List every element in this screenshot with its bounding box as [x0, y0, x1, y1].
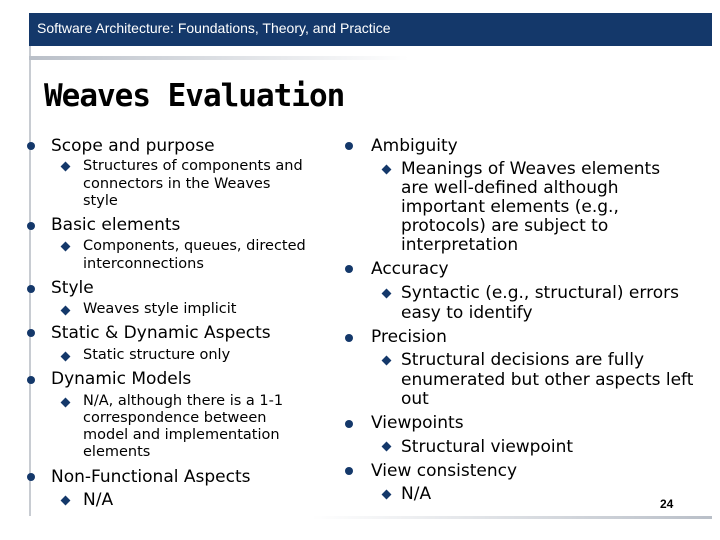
- bullet-diamond-icon: [382, 165, 392, 175]
- dynamic-sub-line: correspondence between: [83, 410, 267, 426]
- ambiguity-sub-line: protocols) are subject to: [401, 216, 609, 236]
- bullet-dot-icon: [27, 473, 35, 481]
- basic-sub-line: Components, queues, directed: [83, 238, 306, 254]
- accuracy-sub-line: Syntactic (e.g., structural) errors: [401, 283, 679, 303]
- style-heading: Style: [51, 278, 94, 298]
- dynamic-heading: Dynamic Models: [51, 369, 192, 389]
- consistency-sub-line: N/A: [401, 484, 432, 504]
- bullet-dot-icon: [345, 467, 353, 475]
- static-heading: Static & Dynamic Aspects: [51, 323, 271, 343]
- frame-left-rule: [29, 46, 31, 516]
- scope-heading: Scope and purpose: [51, 136, 215, 156]
- bullet-diamond-icon: [382, 356, 392, 366]
- ambiguity-sub-line: interpretation: [401, 235, 519, 255]
- nonfunc-heading: Non-Functional Aspects: [51, 467, 251, 487]
- scope-sub-line: style: [83, 193, 118, 209]
- frame-bottom-rule: [312, 516, 712, 519]
- bullet-diamond-icon: [61, 352, 71, 362]
- dynamic-sub-line: N/A, although there is a 1-1: [83, 393, 284, 409]
- bullet-dot-icon: [27, 376, 35, 384]
- bullet-diamond-icon: [382, 442, 392, 452]
- style-sub-line: Weaves style implicit: [83, 301, 237, 317]
- accuracy-heading: Accuracy: [371, 259, 449, 279]
- bullet-dot-icon: [345, 334, 353, 342]
- dynamic-sub-line: elements: [83, 444, 151, 460]
- viewpoints-heading: Viewpoints: [371, 413, 464, 433]
- viewpoints-sub-line: Structural viewpoint: [401, 437, 574, 457]
- bullet-dot-icon: [345, 265, 353, 273]
- basic-heading: Basic elements: [51, 215, 181, 235]
- bullet-dot-icon: [345, 420, 353, 428]
- bullet-dot-icon: [27, 142, 35, 150]
- precision-sub-line: enumerated but other aspects left: [401, 370, 694, 390]
- precision-sub-line: Structural decisions are fully: [401, 350, 645, 370]
- bullet-diamond-icon: [382, 490, 392, 500]
- bullet-diamond-icon: [61, 162, 71, 172]
- ambiguity-sub-line: important elements (e.g.,: [401, 197, 619, 217]
- precision-sub-line: out: [401, 389, 429, 409]
- consistency-heading: View consistency: [371, 461, 518, 481]
- dynamic-sub-line: model and implementation: [83, 427, 280, 443]
- bullet-dot-icon: [27, 222, 35, 230]
- bullet-dot-icon: [27, 285, 35, 293]
- bullet-diamond-icon: [61, 398, 71, 408]
- ambiguity-sub-line: Meanings of Weaves elements: [401, 159, 661, 179]
- bullet-diamond-icon: [61, 242, 71, 252]
- bullet-diamond-icon: [61, 496, 71, 506]
- scope-sub-line: connectors in the Weaves: [83, 176, 271, 192]
- course-title: Software Architecture: Foundations, Theory, and Practice: [37, 20, 391, 36]
- bullet-dot-icon: [27, 329, 35, 337]
- static-sub-line: Static structure only: [83, 347, 231, 363]
- basic-sub-line: interconnections: [83, 256, 204, 272]
- bullet-diamond-icon: [61, 306, 71, 316]
- frame-top-rule: [29, 56, 409, 60]
- ambiguity-heading: Ambiguity: [371, 136, 458, 156]
- nonfunc-sub-line: N/A: [83, 490, 114, 510]
- accuracy-sub-line: easy to identify: [401, 303, 533, 323]
- scope-sub-line: Structures of components and: [83, 158, 303, 174]
- bullet-diamond-icon: [382, 289, 392, 299]
- bullet-dot-icon: [345, 142, 353, 150]
- header-banner: [29, 13, 712, 46]
- slide-title: Weaves Evaluation: [44, 78, 345, 114]
- ambiguity-sub-line: are well-defined although: [401, 178, 619, 198]
- page-number: 24: [660, 497, 674, 511]
- precision-heading: Precision: [371, 327, 447, 347]
